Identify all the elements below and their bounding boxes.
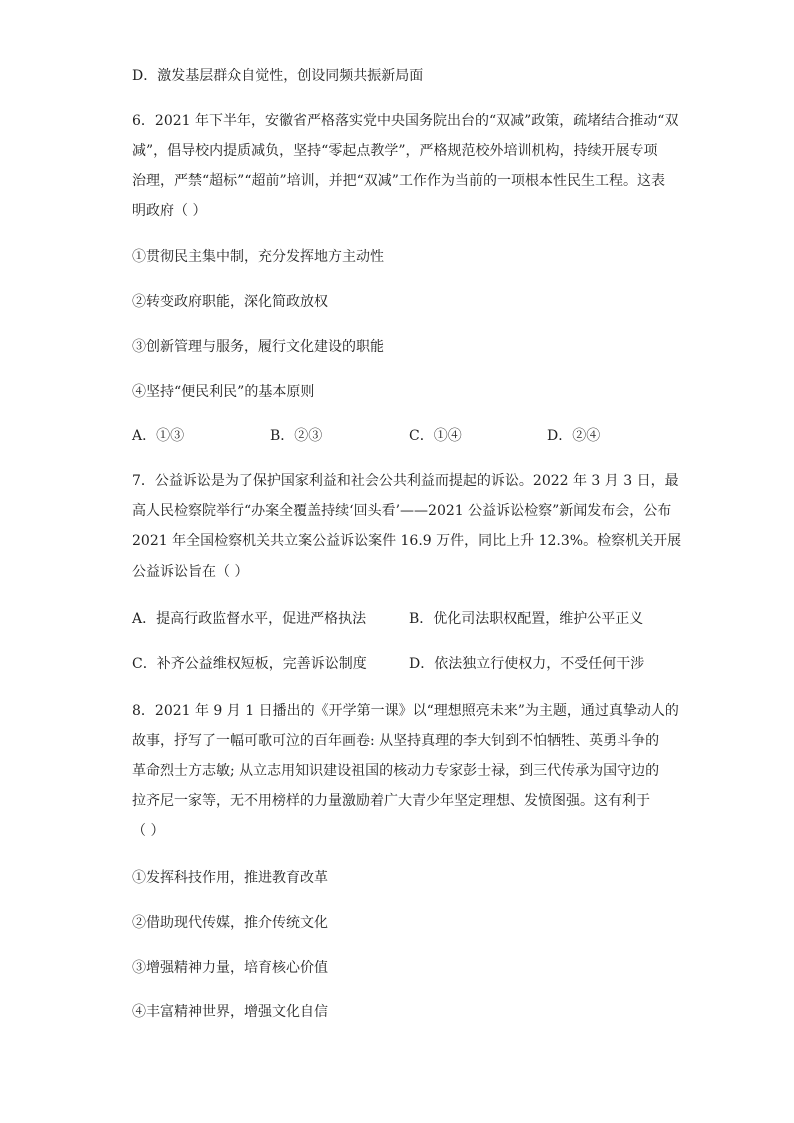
q6-statement-4: ④坚持“便民利民”的基本原则 bbox=[132, 384, 315, 400]
q7-option-b: B．优化司法职权配置，维护公平正义 bbox=[409, 611, 644, 627]
q6-stem-line-3: 治理，严禁“超标”“超前”培训，并把“双减”工作作为当前的一项根本性民生工程。这表 bbox=[132, 173, 665, 189]
q7-stem-line-3: 2021 年全国检察机关共立案公益诉讼案件 16.9 万件，同比上升 12.3%。检察机关开展 bbox=[132, 533, 682, 549]
q6-option-a: A．①③ bbox=[132, 428, 185, 444]
q7-option-c: C．补齐公益维权短板，完善诉讼制度 bbox=[132, 656, 367, 672]
q6-option-b: B．②③ bbox=[270, 428, 323, 444]
q7-option-d: D．依法独立行使权力，不受任何干涉 bbox=[409, 656, 645, 672]
q8-stem-line-3: 革命烈士方志敏; 从立志用知识建设祖国的核动力专家彭士禄，到三代传承为国守边的 bbox=[132, 763, 660, 779]
q6-option-c: C．①④ bbox=[409, 428, 462, 444]
q8-stem-line-5: （ ） bbox=[132, 823, 165, 839]
q8-statement-4: ④丰富精神世界，增强文化自信 bbox=[132, 1004, 328, 1020]
q7-stem-line-1: 7．公益诉讼是为了保护国家利益和社会公共利益而提起的诉讼。2022 年 3 月 3 日，最 bbox=[132, 473, 679, 489]
q7-option-a: A．提高行政监督水平，促进严格执法 bbox=[132, 611, 367, 627]
q8-stem-line-4: 拉齐尼一家等，无不用榜样的力量激励着广大青少年坚定理想、发愤图强。这有利于 bbox=[132, 793, 650, 809]
q6-stem-line-4: 明政府（ ） bbox=[132, 203, 207, 219]
q8-statement-2: ②借助现代传媒，推介传统文化 bbox=[132, 915, 328, 931]
q6-statement-2: ②转变政府职能，深化简政放权 bbox=[132, 294, 328, 310]
q7-stem-line-2: 高人民检察院举行“办案全覆盖持续‘回头看’——2021 公益诉讼检察”新闻发布会，公布 bbox=[132, 503, 672, 519]
q8-stem-line-1: 8．2021 年 9 月 1 日播出的《开学第一课》以“理想照亮未来”为主题，通过真挚动人的 bbox=[132, 703, 679, 719]
q8-statement-3: ③增强精神力量，培育核心价值 bbox=[132, 960, 328, 976]
q6-option-d: D．②④ bbox=[547, 428, 601, 444]
q7-stem-line-4: 公益诉讼旨在（ ） bbox=[132, 564, 249, 580]
q8-stem-line-2: 故事，抒写了一幅可歌可泣的百年画卷: 从坚持真理的李大钊到不怕牺牲、英勇斗争的 bbox=[132, 733, 660, 749]
q6-statement-3: ③创新管理与服务，履行文化建设的职能 bbox=[132, 339, 384, 355]
q6-statement-1: ①贯彻民主集中制，充分发挥地方主动性 bbox=[132, 249, 384, 265]
q8-statement-1: ①发挥科技作用，推进教育改革 bbox=[132, 870, 328, 886]
q6-stem-line-1: 6．2021 年下半年，安徽省严格落实党中央国务院出台的“双减”政策，疏堵结合推动“双 bbox=[132, 113, 679, 129]
q5-option-d: D．激发基层群众自觉性，创设同频共振新局面 bbox=[132, 68, 424, 84]
q6-stem-line-2: 减”，倡导校内提质减负，坚持“零起点教学”，严格规范校外培训机构，持续开展专项 bbox=[132, 143, 658, 159]
